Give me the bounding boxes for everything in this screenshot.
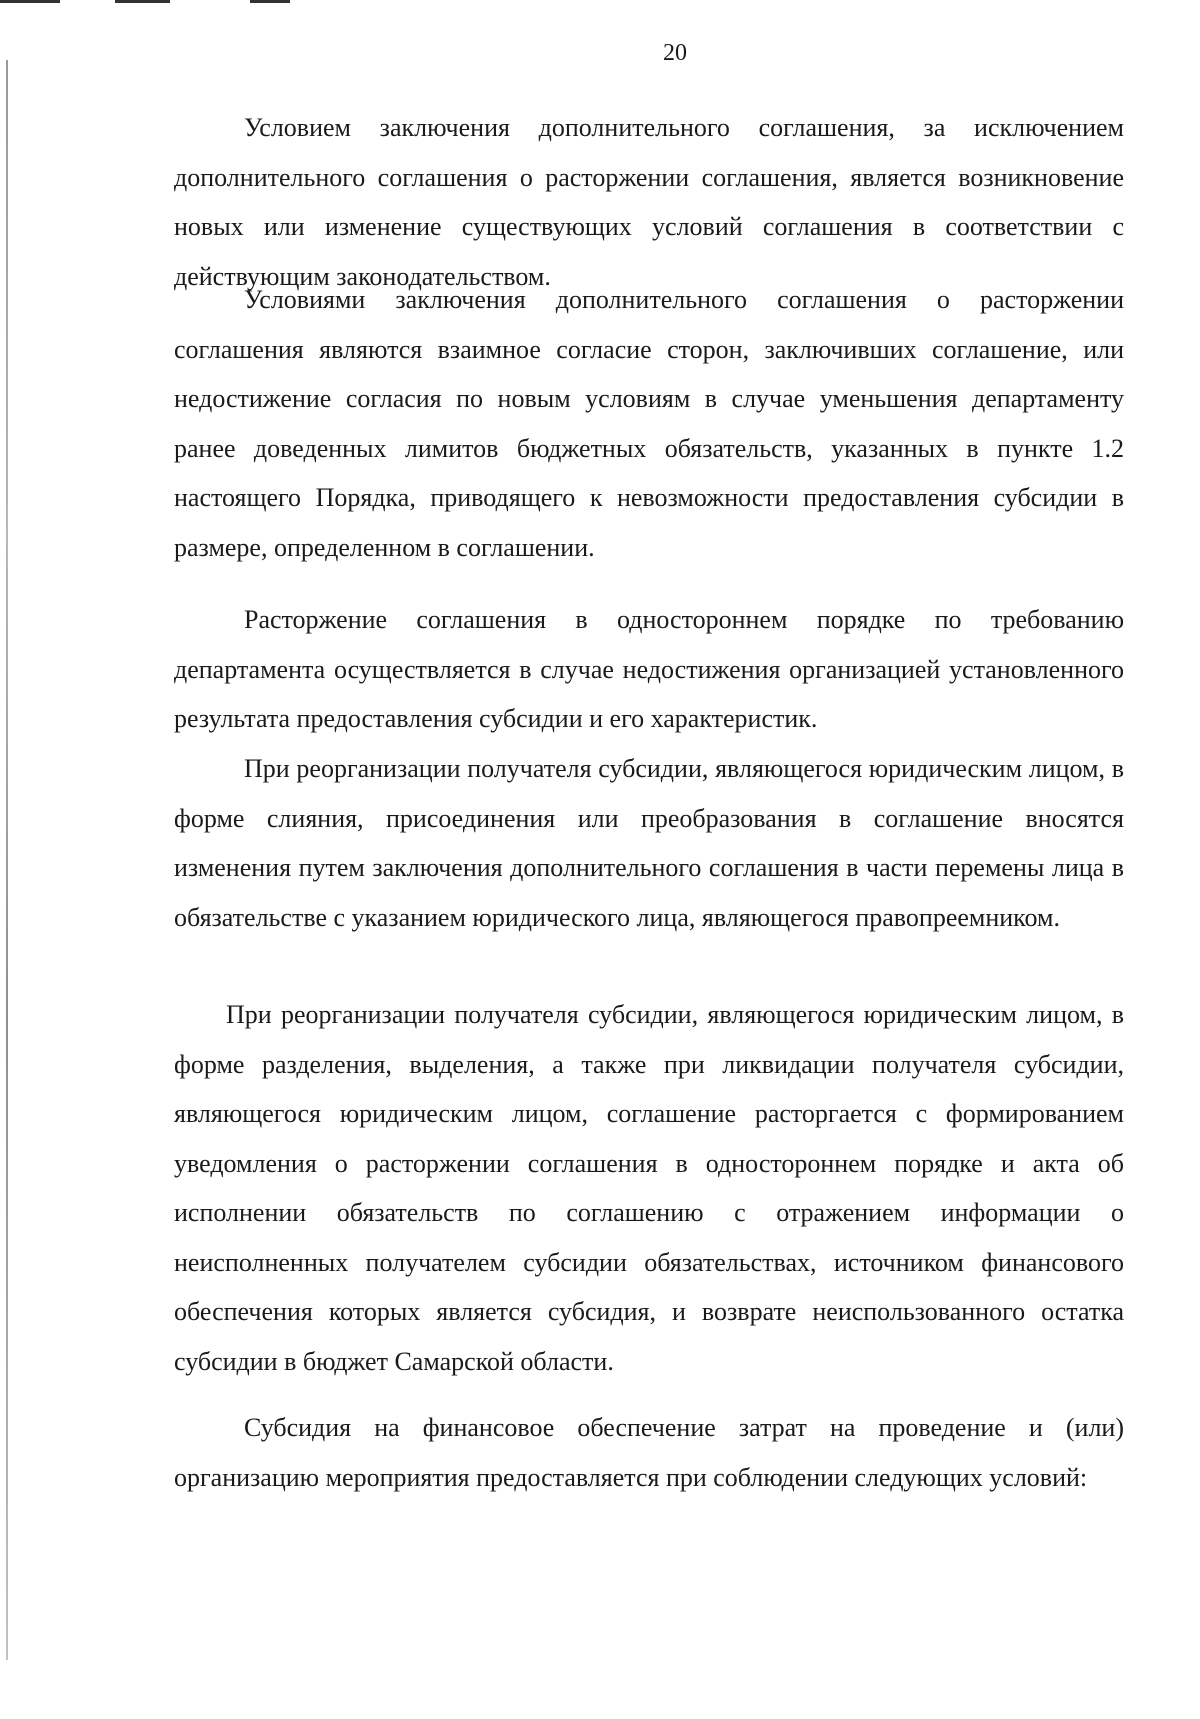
paragraph-4-block	[174, 744, 1124, 942]
paragraph-5-block	[174, 990, 1124, 1386]
scan-top-artifact	[115, 0, 170, 3]
paragraph: Условиями заключения дополнительного соглашения о расторжении соглашения являются взаимное согласие сторон, заключивших соглашение, или недостижение согласия по новым условиям в случае уменьшения департаменту ранее доведенных лимитов бюджетных обязательств, указанных в пункте 1.2 настоящего Порядка, приводящего к невозможности предоставления субсидии в размере, определенном в соглашении.	[174, 285, 1124, 562]
paragraph-6-block	[174, 1403, 1124, 1502]
paragraph: При реорганизации получателя субсидии, являющегося юридическим лицом, в форме слияния, присоединения или преобразования в соглашение вносятся изменения путем заключения дополнительного соглашения в части перемены лица в обязательстве с указанием юридического лица, являющегося правопреемником.	[174, 754, 1124, 932]
paragraph: При реорганизации получателя субсидии, являющегося юридическим лицом, в форме разделения, выделения, а также при ликвидации получателя субсидии, являющегося юридическим лицом, соглашение расторгается с формированием уведомления о расторжении соглашения в одностороннем порядке и акта об исполнении обязательств по соглашению с отражением информации о неисполненных получателем субсидии обязательствах, источником финансового обеспечения которых является субсидия, и возврате неиспользованного остатка субсидии в бюджет Самарской области.	[174, 1000, 1124, 1376]
scan-edge-artifact	[6, 60, 8, 1660]
paragraph: Условием заключения дополнительного соглашения, за исключением дополнительного соглашения о расторжении соглашения, является возникновение новых или изменение существующих условий соглашения в соответствии с действующим законодательством.	[174, 113, 1124, 291]
page-number: 20	[663, 40, 687, 66]
paragraph-1-block	[174, 103, 1124, 301]
paragraph: Субсидия на финансовое обеспечение затрат на проведение и (или) организацию мероприятия предоставляется при соблюдении следующих условий:	[174, 1413, 1124, 1492]
scan-top-artifact	[250, 0, 290, 3]
paragraph-3-block	[174, 595, 1124, 744]
paragraph-2-block	[174, 275, 1124, 572]
paragraph: Расторжение соглашения в одностороннем порядке по требованию департамента осуществляется в случае недостижения организацией установленного результата предоставления субсидии и его характеристик.	[174, 605, 1124, 733]
scan-top-artifact	[0, 0, 60, 3]
